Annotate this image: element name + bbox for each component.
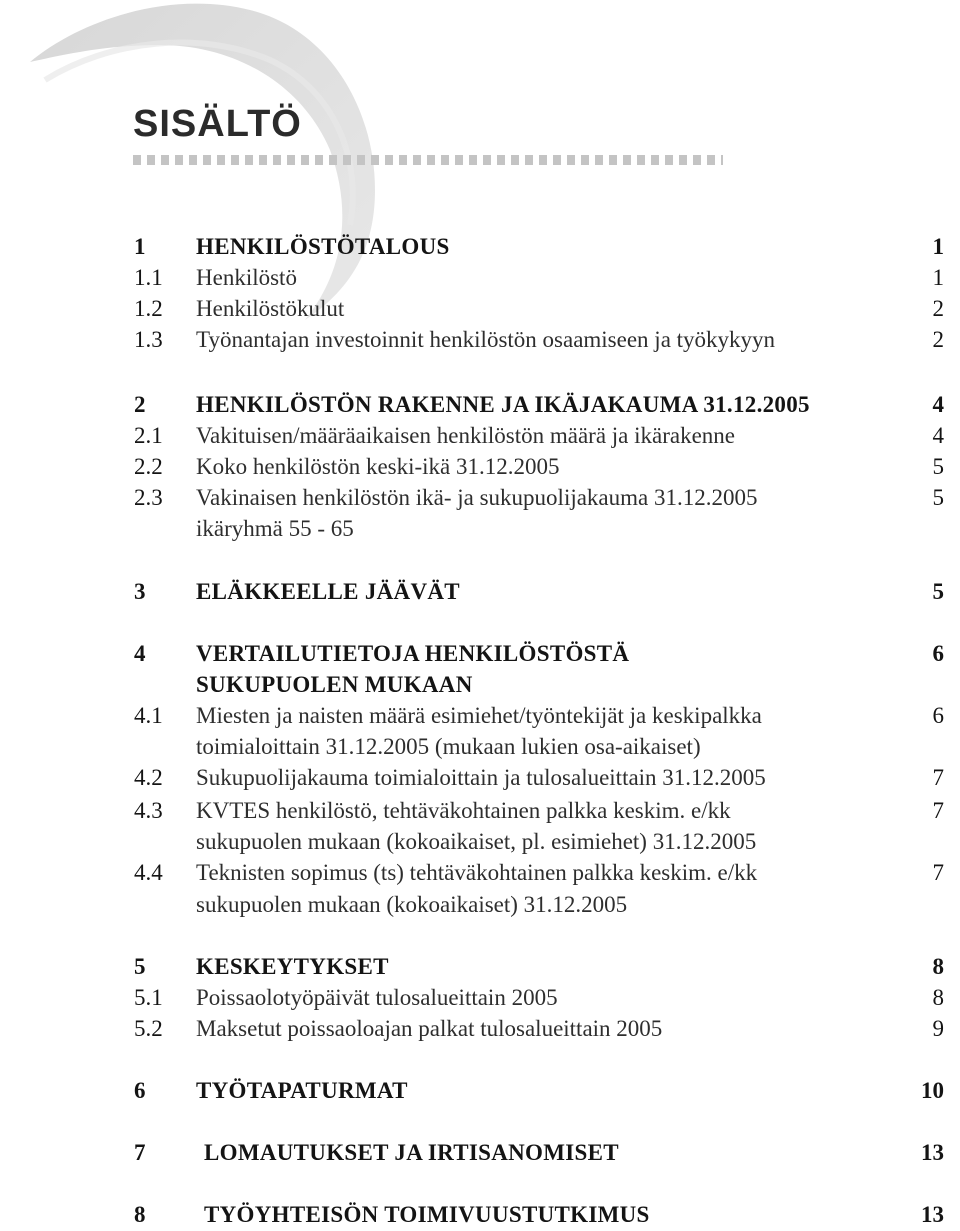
toc-entry[interactable] (0, 700, 960, 732)
toc-entry-continuation (0, 889, 960, 921)
toc-page-number: 1 (932, 234, 944, 259)
toc-heading[interactable] (0, 1075, 960, 1107)
toc-title: Vakinaisen henkilöstön ikä- ja sukupuolijakauma 31.12.2005 (196, 485, 758, 510)
page-title: SISÄLTÖ (133, 103, 302, 145)
toc-page-number: 5 (932, 485, 944, 510)
toc-entry[interactable] (0, 982, 960, 1014)
toc-entry[interactable] (0, 1013, 960, 1045)
toc-heading[interactable] (0, 1137, 960, 1169)
toc-number: 2.3 (134, 485, 163, 510)
toc-title: Vakituisen/määräaikaisen henkilöstön määrä ja ikärakenne (196, 423, 736, 448)
toc-entry[interactable] (0, 293, 960, 325)
toc-title: Miesten ja naisten määrä esimiehet/työntekijät ja keskipalkka (196, 703, 762, 728)
toc-title: Koko henkilöstön keski-ikä 31.12.2005 (196, 454, 560, 479)
toc-entry[interactable] (0, 795, 960, 827)
toc-title: sukupuolen mukaan (kokoaikaiset, pl. esimiehet) 31.12.2005 (196, 829, 757, 854)
toc-page-number: 2 (932, 327, 944, 352)
toc-number: 5.1 (134, 985, 163, 1010)
toc-number: 4.4 (134, 860, 163, 885)
toc-page-number: 8 (932, 954, 944, 979)
toc-number: 2 (134, 392, 146, 417)
toc-entry[interactable] (0, 451, 960, 483)
toc-page-number: 7 (932, 798, 944, 823)
toc-number: 1 (134, 234, 146, 259)
toc-page-number: 6 (932, 641, 944, 666)
toc-page-number: 8 (932, 985, 944, 1010)
toc-page-number: 10 (921, 1078, 944, 1103)
toc-page-number: 6 (932, 703, 944, 728)
toc-title: Henkilöstökulut (196, 296, 345, 321)
toc-heading[interactable] (0, 638, 960, 670)
toc-title: ELÄKKEELLE JÄÄVÄT (196, 579, 460, 604)
toc-number: 4.2 (134, 765, 163, 790)
toc-number: 2.2 (134, 454, 163, 479)
toc-title: ikäryhmä 55 - 65 (196, 516, 354, 541)
toc-page-number: 4 (932, 392, 944, 417)
toc-entry[interactable] (0, 324, 960, 356)
toc-title: TYÖTAPATURMAT (196, 1078, 408, 1103)
toc-number: 8 (134, 1202, 146, 1227)
toc-title: sukupuolen mukaan (kokoaikaiset) 31.12.2005 (196, 892, 628, 917)
toc-heading[interactable] (0, 951, 960, 983)
toc-title: Poissaolotyöpäivät tulosalueittain 2005 (196, 985, 558, 1010)
toc-heading[interactable] (0, 576, 960, 608)
toc-entry[interactable] (0, 420, 960, 452)
toc-number: 5.2 (134, 1016, 163, 1041)
toc-heading[interactable] (0, 389, 960, 421)
toc-entry-continuation (0, 731, 960, 763)
toc-number: 4.3 (134, 798, 163, 823)
toc-entry[interactable] (0, 762, 960, 794)
toc-title: KVTES henkilöstö, tehtäväkohtainen palkka keskim. e/kk (196, 798, 731, 823)
toc-entry-continuation (0, 513, 960, 545)
toc-number: 4 (134, 641, 146, 666)
toc-title: Sukupuolijakauma toimialoittain ja tulosalueittain 31.12.2005 (196, 765, 766, 790)
toc-number: 1.2 (134, 296, 163, 321)
toc-heading[interactable] (0, 1199, 960, 1231)
toc-number: 5 (134, 954, 146, 979)
toc-title: VERTAILUTIETOJA HENKILÖSTÖSTÄ (196, 641, 630, 666)
toc-number: 3 (134, 579, 146, 604)
toc-title: Työnantajan investoinnit henkilöstön osaamiseen ja työkykyyn (196, 327, 776, 352)
toc-entry[interactable] (0, 482, 960, 514)
toc-entry[interactable] (0, 262, 960, 294)
toc-page-number: 7 (932, 765, 944, 790)
toc-entry-continuation (0, 826, 960, 858)
toc-title: KESKEYTYKSET (196, 954, 389, 979)
toc-number: 6 (134, 1078, 146, 1103)
toc-page-number: 2 (932, 296, 944, 321)
toc-page-number: 5 (932, 454, 944, 479)
toc-page-number: 13 (921, 1140, 944, 1165)
toc-number: 7 (134, 1140, 146, 1165)
toc-number: 4.1 (134, 703, 163, 728)
toc-page-number: 13 (921, 1202, 944, 1227)
toc-heading-continuation (0, 669, 960, 701)
toc-number: 2.1 (134, 423, 163, 448)
toc-page-number: 7 (932, 860, 944, 885)
toc-title: HENKILÖSTÖTALOUS (196, 234, 450, 259)
toc-page-number: 4 (932, 423, 944, 448)
toc-title: Henkilöstö (196, 265, 297, 290)
toc-number: 1.1 (134, 265, 163, 290)
toc-page-number: 9 (932, 1016, 944, 1041)
toc-title: LOMAUTUKSET JA IRTISANOMISET (204, 1140, 619, 1165)
toc-title: SUKUPUOLEN MUKAAN (196, 672, 473, 697)
toc-number: 1.3 (134, 327, 163, 352)
toc-entry[interactable] (0, 857, 960, 889)
toc-title: Maksetut poissaoloajan palkat tulosalueittain 2005 (196, 1016, 663, 1041)
toc-title: TYÖYHTEISÖN TOIMIVUUSTUTKIMUS (204, 1202, 650, 1227)
toc-title: Teknisten sopimus (ts) tehtäväkohtainen palkka keskim. e/kk (196, 860, 758, 885)
toc-title: toimialoittain 31.12.2005 (mukaan lukien osa-aikaiset) (196, 734, 701, 759)
toc-title: HENKILÖSTÖN RAKENNE JA IKÄJAKAUMA 31.12.2005 (196, 392, 810, 417)
toc-page-number: 1 (932, 265, 944, 290)
toc-page-number: 5 (932, 579, 944, 604)
toc-heading[interactable] (0, 231, 960, 263)
